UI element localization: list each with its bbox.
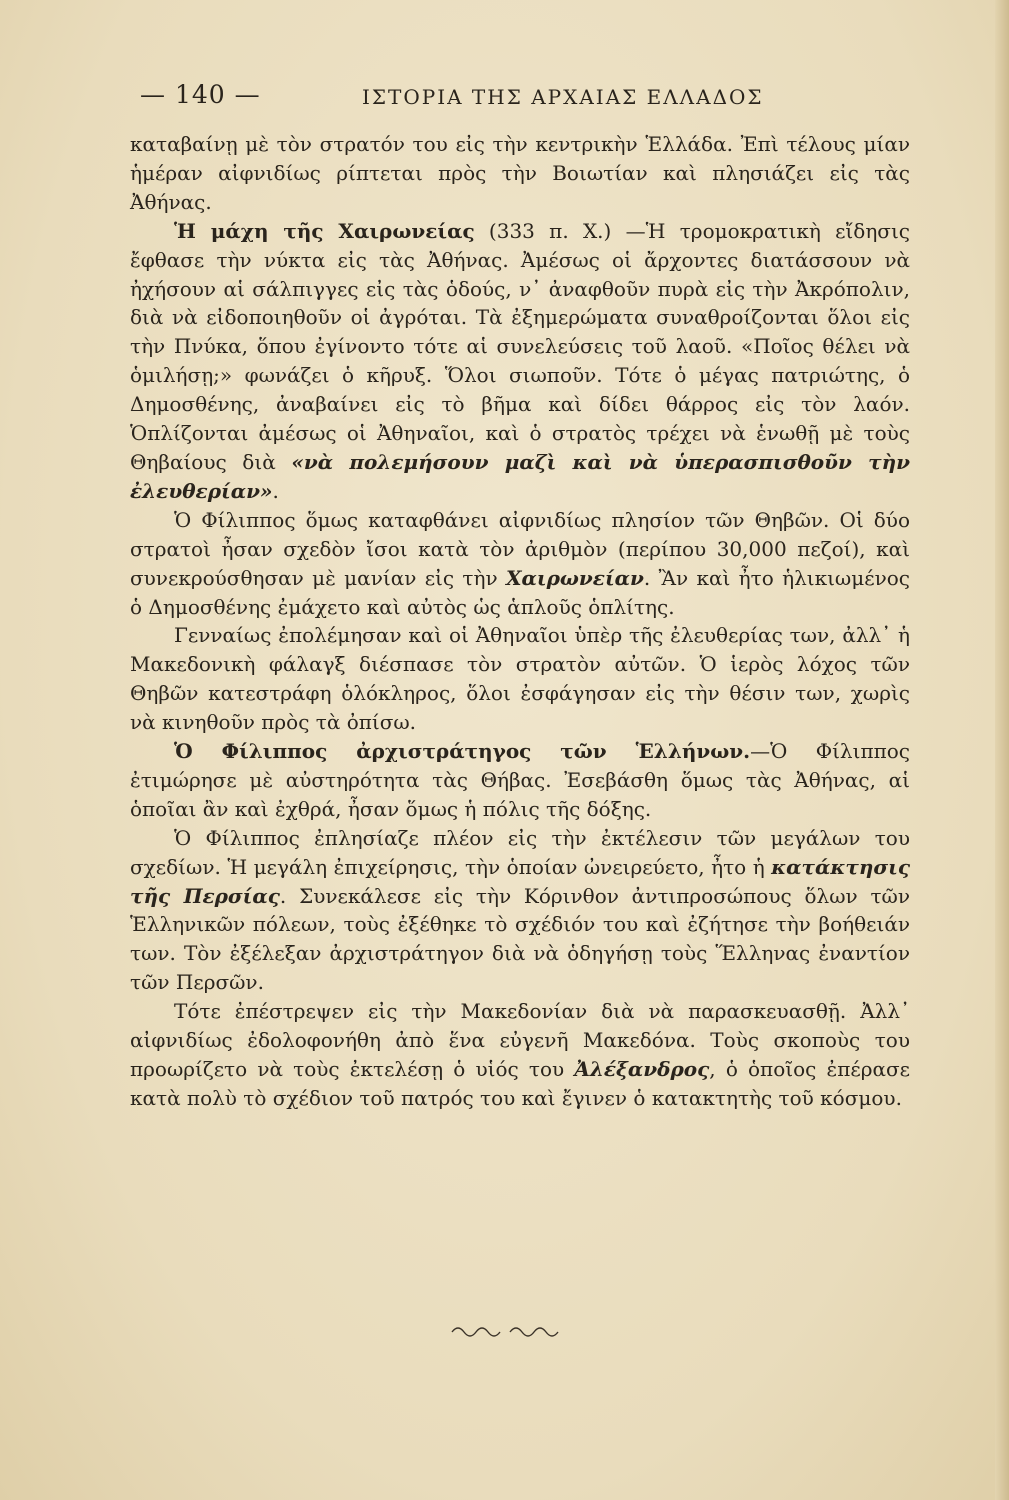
paragraph-5	[130, 737, 910, 824]
paragraph-1	[130, 130, 910, 217]
paragraph-3	[130, 506, 910, 622]
paragraph-6-emphasis: κατάκτησις τῆς Περσίας	[130, 854, 910, 908]
section-heading-chaeronea: Ἡ μάχη τῆς Χαιρωνείας	[174, 218, 475, 243]
paragraph-6-text-2: . Συνεκάλεσε εἰς τὴν Κόρινθον ἀντιπροσώπους ὅλων τῶν Ἑλληνικῶν πόλεων, τοὺς ἐξέθηκε τὸ σχέδιόν του καὶ ἐζήτησε τὴν βοήθειάν των. Τὸν ἐξέλεξαν ἀρχιστράτηγον διὰ νὰ ὁδηγήσῃ τοὺς Ἕλληνας ἐναντίον τῶν Περσῶν.	[130, 883, 910, 995]
paragraph-5-text: —Ὁ Φίλιππος ἐτιμώρησε μὲ αὐστηρότητα τὰς Θήβας. Ἐσεβάσθη ὅμως τὰς Ἀθήνας, αἱ ὁποῖαι ἂν καὶ ἐχθρά, ἦσαν ὅμως ἡ πόλις τῆς δόξης.	[130, 739, 910, 821]
paragraph-4-text: Γενναίως ἐπολέμησαν καὶ οἱ Ἀθηναῖοι ὑπὲρ τῆς ἐλευθερίας των, ἀλλ᾽ ἡ Μακεδονικὴ φάλαγξ διέσπασε τὸν στρατὸν αὐτῶν. Ὁ ἱερὸς λόχος τῶν Θηβῶν κατεστράφη ὁλόκληρος, ὅλοι ἐσφάγησαν εἰς τὴν θέσιν των, χωρὶς νὰ κινηθοῦν πρὸς τὰ ὀπίσω.	[130, 623, 910, 735]
section-heading-philip: Ὁ Φίλιππος ἀρχιστράτηγος τῶν Ἑλλήνων.	[174, 739, 751, 764]
paragraph-2	[130, 217, 910, 506]
paragraph-7	[130, 997, 910, 1113]
page-edge-shadow	[995, 0, 1009, 1500]
wavy-rule-ornament	[450, 1322, 560, 1338]
wavy-rule-ornament-path	[452, 1328, 558, 1336]
paragraph-7-text-1: Τότε ἐπέστρεψεν εἰς τὴν Μακεδονίαν διὰ νὰ παρασκευασθῇ. Ἀλλ᾽ αἰφνιδίως ἐδολοφονήθη ἀπὸ ἕνα εὐγενῆ Μακεδόνα. Τοὺς σκοποὺς του προωρίζετο νὰ τοὺς ἐκτελέσῃ ὁ υἱός του	[130, 999, 910, 1081]
body-text	[130, 130, 910, 1113]
paragraph-6	[130, 824, 910, 997]
paragraph-7-text-2: , ὁ ὁποῖος ἐπέρασε κατὰ πολὺ τὸ σχέδιον τοῦ πατρός του καὶ ἔγινεν ὁ κατακτητὴς τοῦ κόσμου.	[130, 1057, 911, 1110]
paragraph-2-text-2: .	[272, 478, 279, 503]
page-number: — 140 —	[140, 80, 261, 109]
paragraph-1-text: καταβαίνῃ μὲ τὸν στρατόν του εἰς τὴν κεντρικὴν Ἑλλάδα. Ἐπὶ τέλους μίαν ἡμέραν αἰφνιδίως ρίπτεται πρὸς τὴν Βοιωτίαν καὶ πλησιάζει εἰς τὰς Ἀθήνας.	[130, 132, 910, 214]
paragraph-3-emphasis: Χαιρωνείαν	[505, 565, 644, 590]
paragraph-3-text-1: Ὁ Φίλιππος ὅμως καταφθάνει αἰφνιδίως πλησίον τῶν Θηβῶν. Οἱ δύο στρατοὶ ἦσαν σχεδὸν ἴσοι κατὰ τὸν ἀριθμὸν (περίπου 30,000 πεζοί), καὶ συνεκρούσθησαν μὲ μανίαν εἰς τὴν	[130, 507, 910, 590]
running-title: ΙΣΤΟΡΙΑ ΤΗΣ ΑΡΧΑΙΑΣ ΕΛΛΑΔΟΣ	[362, 85, 764, 109]
paragraph-2-emphasis: «νὰ πολεμήσουν μαζὶ καὶ νὰ ὑπερασπισθοῦν τὴν ἐλευθερίαν»	[130, 449, 910, 503]
paragraph-4	[130, 621, 910, 737]
paragraph-6-text-1: Ὁ Φίλιππος ἐπλησίαζε πλέον εἰς τὴν ἐκτέλεσιν τῶν μεγάλων του σχεδίων. Ἡ μεγάλη ἐπιχείρησις, τὴν ὁποίαν ὠνειρεύετο, ἦτο ἡ	[130, 825, 910, 879]
paragraph-7-emphasis: Ἀλέξανδρος	[574, 1057, 710, 1081]
paragraph-3-text-2: . Ἂν καὶ ἦτο ἡλικιωμένος ὁ Δημοσθένης ἐμάχετο καὶ αὐτὸς ὡς ἁπλοῦς ὁπλίτης.	[130, 565, 910, 619]
paragraph-2-text-1: (333 π. Χ.) —Ἡ τρομοκρατικὴ εἴδησις ἔφθασε τὴν νύκτα εἰς τὰς Ἀθήνας. Ἀμέσως οἱ ἄρχοντες διατάσσουν νὰ ἠχήσουν αἱ σάλπιγγες εἰς τὰς ὁδούς, ν᾽ ἀναφθοῦν πυρὰ εἰς τὴν Ἀκρόπολιν, διὰ νὰ εἰδοποιηθοῦν οἱ ἀγρόται. Τὰ ἐξημερώματα συναθροίζονται ὅλοι εἰς τὴν Πνύκα, ὅπου ἐγίνοντο τότε αἱ συνελεύσεις τοῦ λαοῦ. «Ποῖος θέλει νὰ ὁμιλήσῃ;» φωνάζει ὁ κῆρυξ. Ὅλοι σιωποῦν. Τότε ὁ μέγας πατριώτης, ὁ Δημοσθένης, ἀναβαίνει εἰς τὸ βῆμα καὶ δίδει θάρρος εἰς τὸν λαόν. Ὁπλίζονται ἀμέσως οἱ Ἀθηναῖοι, καὶ ὁ στρατὸς τρέχει νὰ ἑνωθῇ μὲ τοὺς Θηβαίους διὰ	[130, 218, 910, 474]
page-header	[140, 80, 920, 120]
